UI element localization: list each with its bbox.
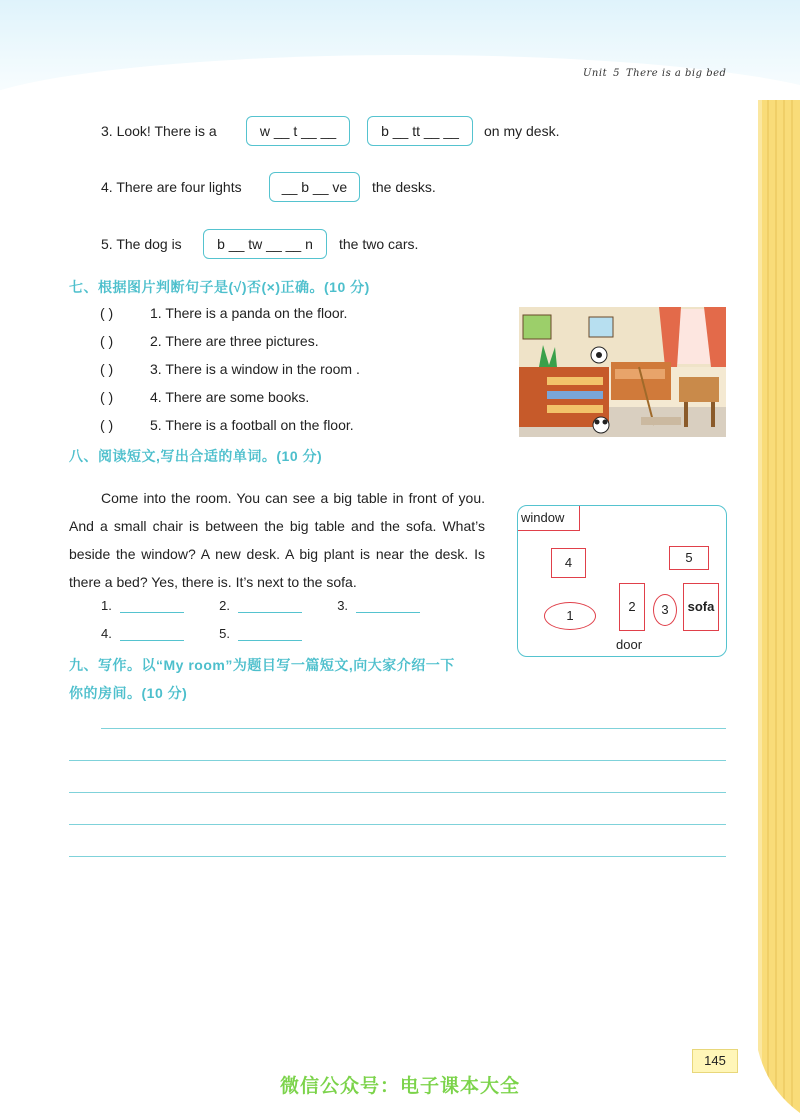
answer-blank-1[interactable] <box>120 598 184 613</box>
plan-door: door <box>616 637 643 652</box>
plan-item-3: 3 <box>653 594 677 626</box>
reading-passage <box>69 484 485 596</box>
section-9-title-line-1: 九、写作。以“My room”为题目写一篇短文,向大家介绍一下 <box>69 657 455 673</box>
book-page-edge <box>758 100 800 1113</box>
section-8-title: 八、阅读短文,写出合适的单词。(10 分) <box>69 448 323 464</box>
question-3-box-1[interactable]: w __ t __ __ <box>246 116 350 146</box>
blank-label-5: 5. <box>219 626 230 641</box>
blank-label-1: 1. <box>101 598 112 613</box>
answer-blank-4[interactable] <box>120 626 184 641</box>
plan-item-4: 4 <box>551 548 586 578</box>
writing-line-2[interactable] <box>69 760 726 761</box>
plan-sofa: sofa <box>683 583 719 631</box>
answer-blank-5[interactable] <box>238 626 302 641</box>
reading-passage-text: Come into the room. You can see a big table in front of you. And a small chair is between the big table and the sofa. What’s beside the window? A new desk. A big plant is near the desk. Is there a bed? Yes, there is. It’s next to the sofa. <box>69 490 485 590</box>
writing-line-4[interactable] <box>69 824 726 825</box>
tf-text-3: 3. There is a window in the room . <box>150 361 360 377</box>
writing-line-5[interactable] <box>69 856 726 857</box>
tf-answer-3[interactable]: ( ) <box>100 361 114 377</box>
section-9-title-line-2: 你的房间。(10 分) <box>69 685 188 701</box>
blank-label-4: 4. <box>101 626 112 641</box>
answer-blanks-row-2 <box>101 626 302 641</box>
question-3-suffix: on my desk. <box>484 123 560 139</box>
tf-item-5 <box>100 417 354 433</box>
plan-window: window <box>518 506 580 531</box>
plan-item-1: 1 <box>544 602 596 630</box>
room-illustration <box>519 307 726 437</box>
question-4-prefix: 4. There are four lights <box>101 179 242 195</box>
tf-answer-1[interactable]: ( ) <box>100 305 114 321</box>
tf-answer-4[interactable]: ( ) <box>100 389 114 405</box>
tf-text-5: 5. There is a football on the floor. <box>150 417 354 433</box>
question-4-box[interactable]: __ b __ ve <box>269 172 360 202</box>
blank-label-3: 3. <box>337 598 349 613</box>
tf-item-2 <box>100 333 319 349</box>
tf-text-1: 1. There is a panda on the floor. <box>150 305 348 321</box>
question-4-suffix: the desks. <box>372 179 436 195</box>
writing-line-1[interactable] <box>101 728 726 729</box>
question-5-suffix: the two cars. <box>339 236 419 252</box>
unit-title: There is a big bed <box>625 68 727 79</box>
unit-number: 5 <box>613 68 620 79</box>
tf-item-4 <box>100 389 309 405</box>
answer-blank-2[interactable] <box>238 598 302 613</box>
tf-answer-5[interactable]: ( ) <box>100 417 114 433</box>
section-7-title: 七、根据图片判断句子是(√)否(×)正确。(10 分) <box>69 279 370 295</box>
blank-label-2: 2. <box>219 598 230 613</box>
unit-label: Unit <box>583 68 608 79</box>
watermark-text: 微信公众号：电子课本大全 <box>279 1076 520 1097</box>
answer-blank-3[interactable] <box>356 598 420 613</box>
tf-answer-2[interactable]: ( ) <box>100 333 114 349</box>
question-5-prefix: 5. The dog is <box>101 236 182 252</box>
tf-text-4: 4. There are some books. <box>150 389 310 405</box>
question-5-box[interactable]: b __ tw __ __ n <box>203 229 327 259</box>
plan-item-5: 5 <box>669 546 709 570</box>
writing-line-3[interactable] <box>69 792 726 793</box>
question-3-prefix: 3. Look! There is a <box>101 123 217 139</box>
tf-item-3 <box>100 361 360 377</box>
plan-item-2: 2 <box>619 583 645 631</box>
question-3-box-2[interactable]: b __ tt __ __ <box>367 116 473 146</box>
answer-blanks-row-1 <box>101 598 420 613</box>
tf-text-2: 2. There are three pictures. <box>150 333 319 349</box>
page-number: 145 <box>692 1049 738 1073</box>
unit-header <box>583 68 732 79</box>
room-floor-plan <box>517 505 727 657</box>
tf-item-1 <box>100 305 347 321</box>
